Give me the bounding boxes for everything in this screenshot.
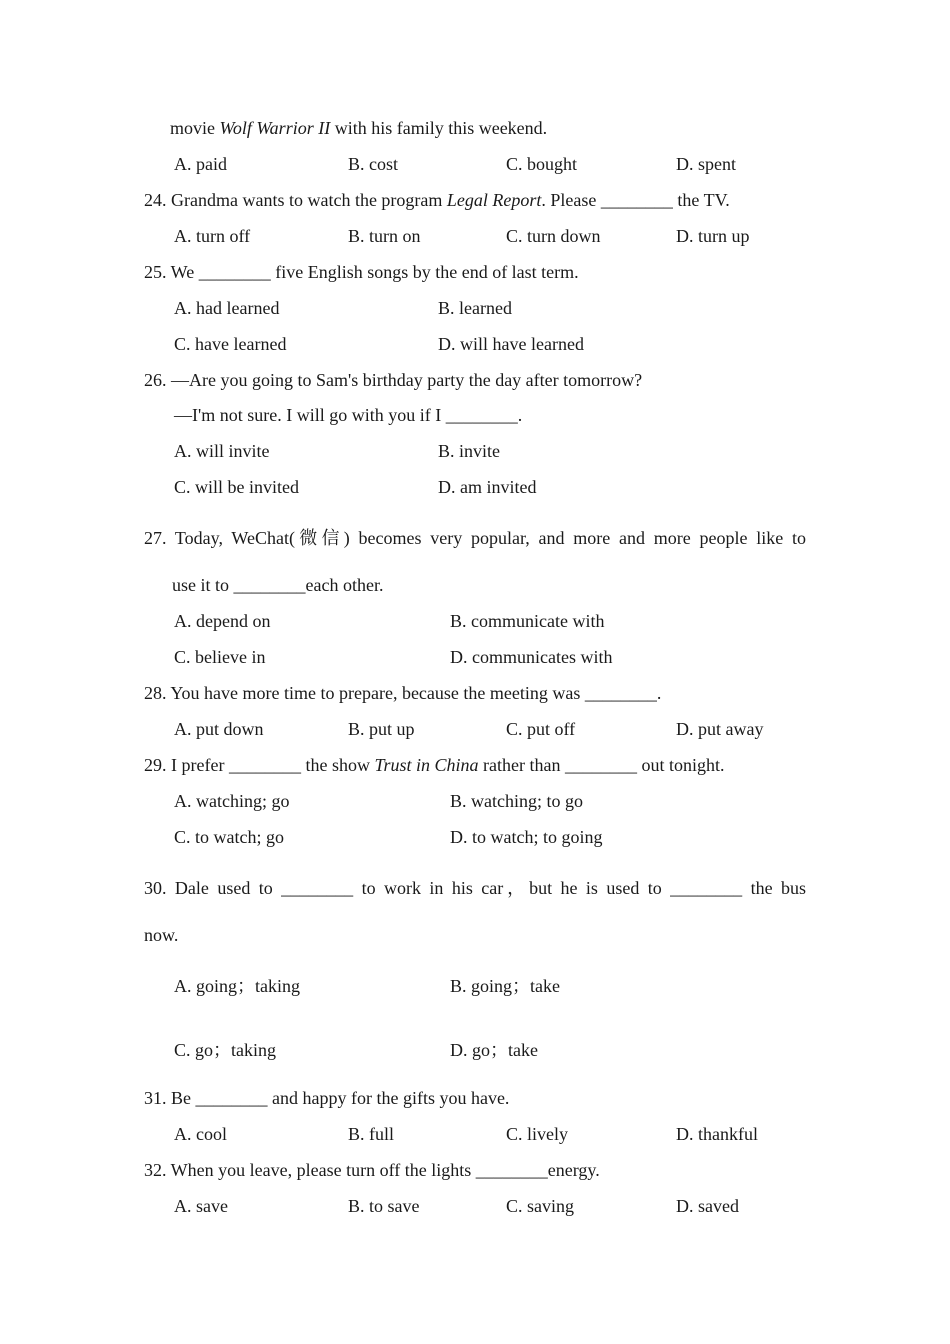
q26-option-c[interactable]: C. will be invited [174,477,299,497]
q26-option-d[interactable]: D. am invited [438,477,537,497]
q31-option-a[interactable]: A. cool [174,1124,227,1144]
q27-stem-line2: use it to ________each other. [172,575,384,595]
q29-stem [144,754,724,776]
q24-stem-text: 24. Grandma wants to watch the program [144,190,447,210]
q29-option-a[interactable]: A. watching; go [174,791,290,811]
q31-option-d[interactable]: D. thankful [676,1124,758,1144]
q30-stem-line1: 30. Dale used to ________ to work in his car，but he is used to ________ the bus [144,878,806,898]
q24-option-d[interactable]: D. turn up [676,226,750,246]
q26-stem-line1: 26. —Are you going to Sam's birthday party the day after tomorrow? [144,370,643,390]
q30-option-c[interactable]: C. go；taking [174,1040,276,1060]
q24-program-title: Legal Report [446,190,542,210]
q27-option-a[interactable]: A. depend on [174,611,271,631]
q23-option-d[interactable]: D. spent [676,154,736,174]
q25-option-a[interactable]: A. had learned [174,298,280,318]
q26-stem-line2: —I'm not sure. I will go with you if I ________. [174,405,523,425]
q24-stem [144,189,730,211]
q30-option-d[interactable]: D. go；take [450,1040,538,1060]
q24-option-c[interactable]: C. turn down [506,226,601,246]
q25-option-d[interactable]: D. will have learned [438,334,584,354]
q26-option-b[interactable]: B. invite [438,441,500,461]
q26-option-a[interactable]: A. will invite [174,441,270,461]
q28-stem: 28. You have more time to prepare, because the meeting was ________. [144,683,662,703]
q23-option-a[interactable]: A. paid [174,154,227,174]
q30-stem-line2: now. [144,925,179,945]
q30-option-a[interactable]: A. going；taking [174,976,300,996]
q29-stem-text-end: rather than ________ out tonight. [478,755,725,775]
q23-movie-title: Wolf Warrior II [219,118,331,138]
q24-stem-text-end: . Please ________ the TV. [541,190,730,210]
q29-option-d[interactable]: D. to watch; to going [450,827,603,847]
q29-option-b[interactable]: B. watching; to go [450,791,583,811]
q23-option-c[interactable]: C. bought [506,154,578,174]
q31-stem: 31. Be ________ and happy for the gifts you have. [144,1088,510,1108]
q29-show-title: Trust in China [374,755,479,775]
q23-option-b[interactable]: B. cost [348,154,399,174]
q32-option-a[interactable]: A. save [174,1196,228,1216]
q32-option-d[interactable]: D. saved [676,1196,739,1216]
q27-option-d[interactable]: D. communicates with [450,647,613,667]
q25-option-b[interactable]: B. learned [438,298,512,318]
q32-option-b[interactable]: B. to save [348,1196,420,1216]
q24-option-b[interactable]: B. turn on [348,226,421,246]
q23-stem-text-end: with his family this weekend. [330,118,548,138]
q28-option-a[interactable]: A. put down [174,719,264,739]
q32-option-c[interactable]: C. saving [506,1196,575,1216]
q24-option-a[interactable]: A. turn off [174,226,251,246]
q30-option-b[interactable]: B. going；take [450,976,560,996]
q23-stem-continuation [170,117,547,139]
q28-option-d[interactable]: D. put away [676,719,764,739]
q25-stem: 25. We ________ five English songs by the end of last term. [144,262,579,282]
q31-option-c[interactable]: C. lively [506,1124,568,1144]
q27-stem-line1: 27. Today, WeChat(微信) becomes very popular, and more and more people like to [144,528,806,548]
q27-option-c[interactable]: C. believe in [174,647,266,667]
q31-option-b[interactable]: B. full [348,1124,395,1144]
q27-option-b[interactable]: B. communicate with [450,611,605,631]
q28-option-b[interactable]: B. put up [348,719,415,739]
q25-option-c[interactable]: C. have learned [174,334,287,354]
q29-stem-text: 29. I prefer ________ the show [144,755,375,775]
q29-option-c[interactable]: C. to watch; go [174,827,284,847]
q23-stem-text: movie [170,118,220,138]
q32-stem: 32. When you leave, please turn off the lights ________energy. [144,1160,600,1180]
q28-option-c[interactable]: C. put off [506,719,576,739]
